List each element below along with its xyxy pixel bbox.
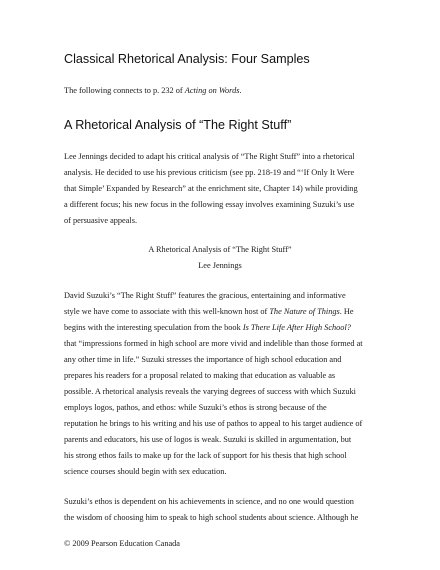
section-heading: A Rhetorical Analysis of “The Right Stuff” xyxy=(64,118,292,132)
book-title: Is There Life After High School? xyxy=(242,323,351,332)
essay-line: employs logos, pathos, and ethos: while Suzuki’s ethos is strong because of the xyxy=(64,403,327,412)
essay-text: begins with the interesting speculation from the book xyxy=(64,323,243,332)
intro-book-title: Acting on Words xyxy=(184,86,240,95)
essay-line: parents and educators, his use of logos is weak. Suzuki is skilled in argumentation, but xyxy=(64,435,352,444)
intro-prefix: The following connects to p. 232 of xyxy=(64,86,185,95)
context-line: a different focus; his new focus in the following essay involves examining Suzuki’s use xyxy=(64,200,355,209)
essay-text: . He xyxy=(339,307,354,316)
essay-line: Suzuki’s ethos is dependent on his achievements in science, and no one would question xyxy=(64,497,354,506)
essay-text: style we have come to associate with this well-known host of xyxy=(64,307,270,316)
essay-line: reputation he brings to his writing and his use of pathos to appeal to his target audience of xyxy=(64,419,363,428)
essay-line: his strong ethos fails to make up for the lack of support for his thesis that high school xyxy=(64,451,347,460)
essay-line: science courses should begin with sex education. xyxy=(64,467,227,476)
copyright-footer: © 2009 Pearson Education Canada xyxy=(64,539,180,548)
show-title: The Nature of Things xyxy=(269,307,340,316)
essay-line: David Suzuki’s “The Right Stuff” features the gracious, entertaining and informative xyxy=(64,291,346,300)
essay-line: the wisdom of choosing him to speak to high school students about science. Although he xyxy=(64,513,359,522)
intro-suffix: . xyxy=(239,86,242,95)
essay-line xyxy=(64,324,351,332)
context-line: Lee Jennings decided to adapt his critical analysis of “The Right Stuff” into a rhetorical xyxy=(64,152,355,161)
context-line: of persuasive appeals. xyxy=(64,216,138,225)
context-line: analysis. He decided to use his previous criticism (see pp. 218-19 and “‘If Only It Were xyxy=(64,168,355,177)
document-title: Classical Rhetorical Analysis: Four Samples xyxy=(64,52,310,66)
essay-line xyxy=(64,308,354,316)
essay-author: Lee Jennings xyxy=(198,261,242,270)
intro-line xyxy=(64,87,242,95)
context-line: that Simple’ Expanded by Research” at the enrichment site, Chapter 14) while providing xyxy=(64,184,358,193)
essay-line: that “impressions formed in high school are more vivid and indelible than those formed at xyxy=(64,339,363,348)
essay-title: A Rhetorical Analysis of “The Right Stuff” xyxy=(148,245,292,254)
essay-line: possible. A rhetorical analysis reveals the varying degrees of success with which Suzuki xyxy=(64,387,356,396)
essay-line: any other time in life.” Suzuki stresses the importance of high school education and xyxy=(64,355,342,364)
essay-line: prepares his readers for a proposal related to making that education as valuable as xyxy=(64,371,336,380)
